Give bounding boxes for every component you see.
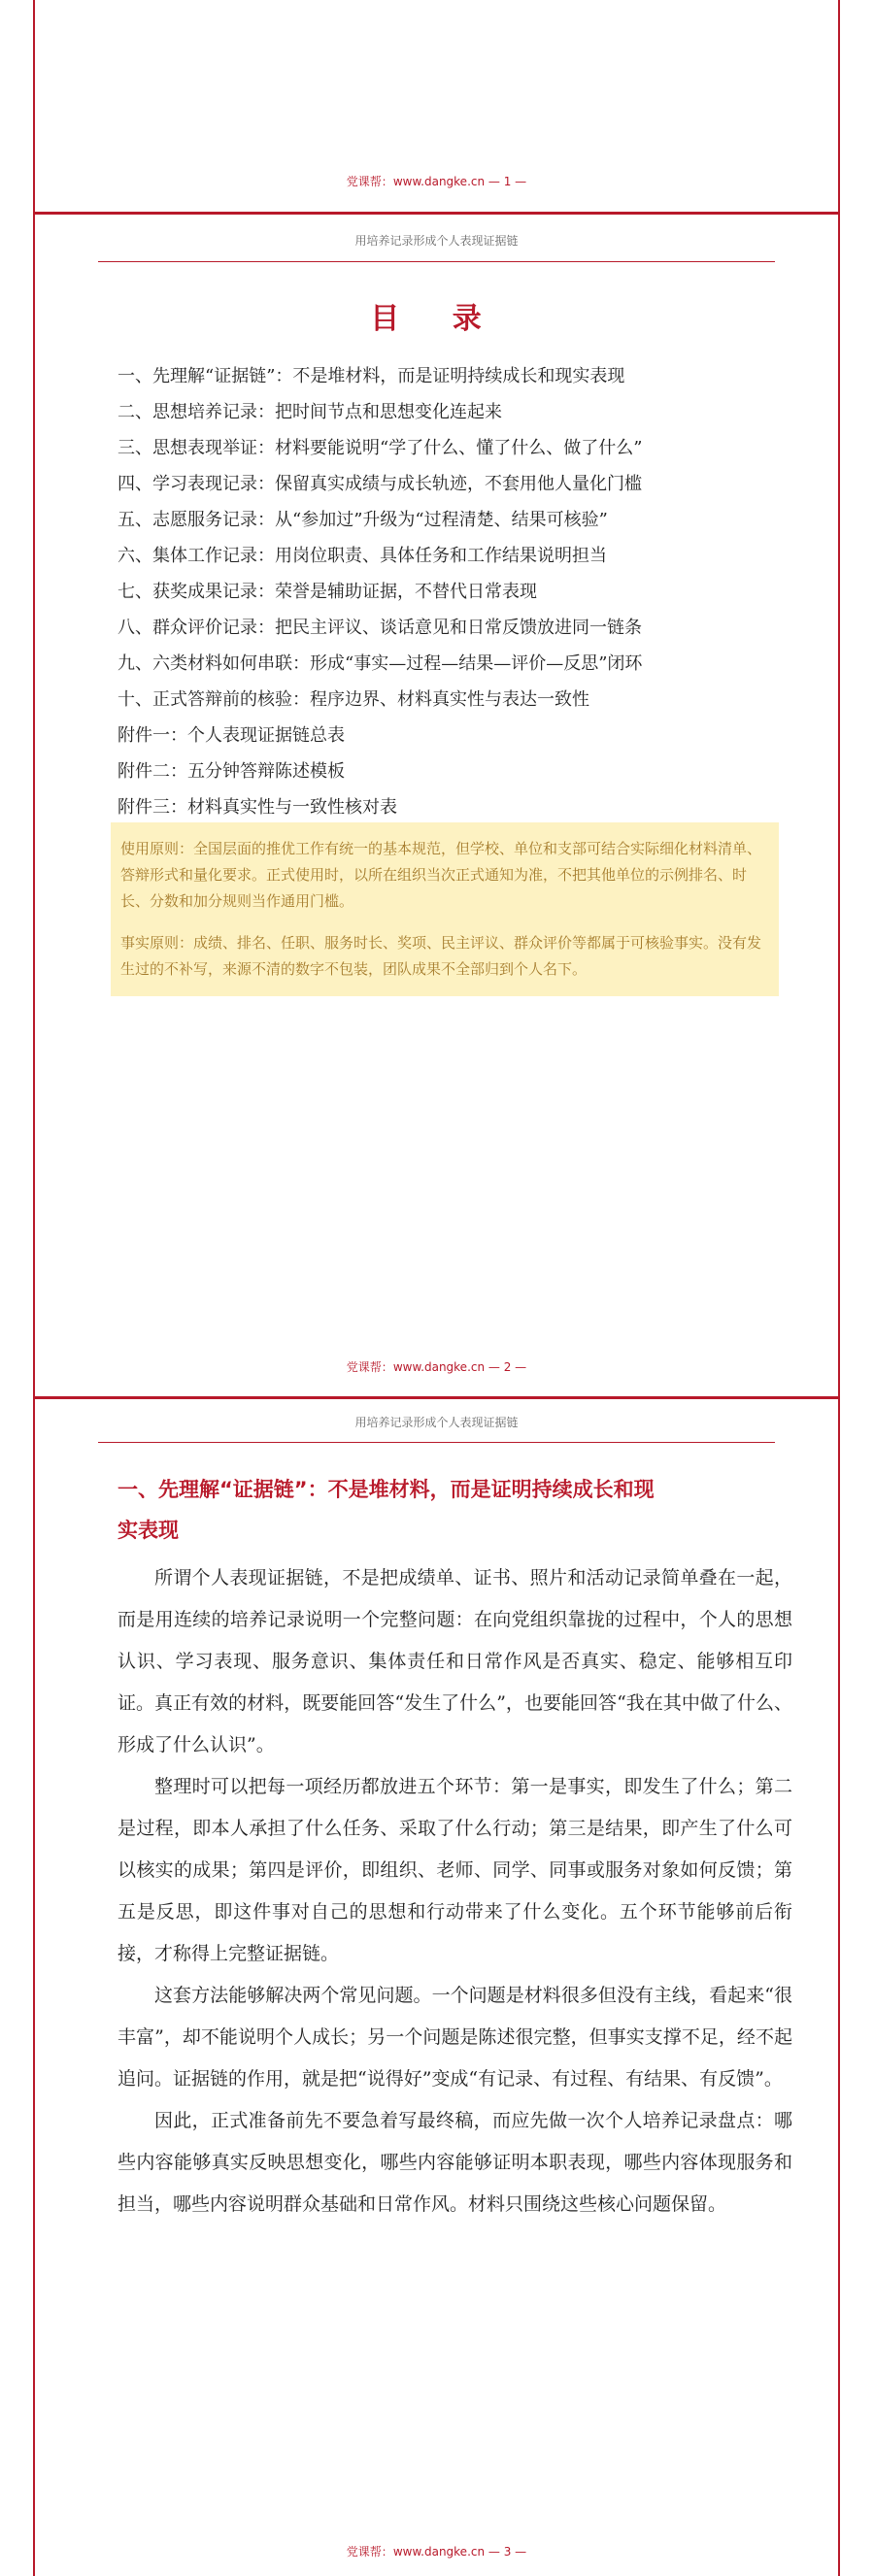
footer-url[interactable]: www.dangke.cn — [392, 1360, 486, 1374]
toc-item[interactable]: 附件一：个人表现证据链总表 — [118, 725, 345, 746]
footer-page-number: — 1 — — [487, 175, 527, 188]
principles-note-box — [111, 822, 779, 996]
body-paragraph: 所谓个人表现证据链，不是把成绩单、证书、照片和活动记录简单叠在一起，而是用连续的培养记录说明一个完整问题：在向党组织靠拢的过程中，个人的思想认识、学习表现、服务意识、集体责任和日常作风是否真实、稳定、能够相互印证。真正有效的材料，既要能回答“发生了什么”，也要能回答“我在其中做了什么、形成了什么认识”。 — [118, 1567, 792, 1756]
toc-item[interactable]: 六、集体工作记录：用岗位职责、具体任务和工作结果说明担当 — [118, 546, 607, 566]
toc-item[interactable]: 附件三：材料真实性与一致性核对表 — [118, 797, 397, 818]
fact-principle-note: 事实原则：成绩、排名、任职、服务时长、奖项、民主评议、群众评价等都属于可核验事实。没有发生过的不补写，来源不清的数字不包装，团队成果不全部归到个人名下。 — [120, 934, 762, 978]
toc-item[interactable]: 九、六类材料如何串联：形成“事实—过程—结果—评价—反思”闭环 — [118, 653, 643, 674]
footer-site-label: 党课帮： — [346, 2545, 393, 2559]
toc-item[interactable]: 附件二：五分钟答辩陈述模板 — [118, 761, 345, 782]
body-paragraph: 因此，正式准备前先不要急着写最终稿，而应先做一次个人培养记录盘点：哪些内容能够真实反映思想变化，哪些内容能够证明本职表现，哪些内容体现服务和担当，哪些内容说明群众基础和日常作风。材料只围绕这些核心问题保留。 — [118, 2110, 792, 2215]
toc-title: 目 录 — [370, 302, 503, 336]
toc-item[interactable]: 五、志愿服务记录：从“参加过”升级为“过程清楚、结果可核验” — [118, 510, 608, 530]
footer-site-label: 党课帮： — [346, 1360, 393, 1374]
page-2 — [33, 215, 840, 1396]
page-1 — [33, 0, 840, 212]
toc-list — [118, 358, 788, 825]
header-rule — [98, 1442, 775, 1443]
page-footer — [35, 2543, 838, 2559]
section-1-title — [118, 1469, 792, 1551]
page-footer — [35, 1358, 838, 1375]
header-rule — [98, 261, 775, 262]
toc-item[interactable]: 三、思想表现举证：材料要能说明“学了什么、懂了什么、做了什么” — [118, 438, 643, 458]
page-footer — [35, 173, 838, 189]
section-1-title-line: 一、先理解“证据链”：不是堆材料，而是证明持续成长和现 — [118, 1478, 655, 1501]
section-1-body — [118, 1557, 792, 2225]
running-header: 用培养记录形成个人表现证据链 — [354, 234, 519, 248]
toc-item[interactable]: 一、先理解“证据链”：不是堆材料，而是证明持续成长和现实表现 — [118, 366, 625, 386]
usage-principle-note: 使用原则：全国层面的推优工作有统一的基本规范，但学校、单位和支部可结合实际细化材料清单、答辩形式和量化要求。正式使用时，以所在组织当次正式通知为准，不把其他单位的示例排名、时长、分数和加分规则当作通用门槛。 — [120, 840, 762, 910]
section-1-title-line: 实表现 — [118, 1519, 179, 1542]
footer-url[interactable]: www.dangke.cn — [392, 175, 486, 188]
toc-item[interactable]: 十、正式答辩前的核验：程序边界、材料真实性与表达一致性 — [118, 689, 589, 710]
toc-item[interactable]: 二、思想培养记录：把时间节点和思想变化连起来 — [118, 402, 502, 422]
toc-item[interactable]: 四、学习表现记录：保留真实成绩与成长轨迹，不套用他人量化门槛 — [118, 474, 642, 494]
body-paragraph: 这套方法能够解决两个常见问题。一个问题是材料很多但没有主线，看起来“很丰富”，却不能说明个人成长；另一个问题是陈述很完整，但事实支撑不足，经不起追问。证据链的作用，就是把“说得好”变成“有记录、有过程、有结果、有反馈”。 — [118, 1985, 792, 2090]
footer-url[interactable]: www.dangke.cn — [392, 2545, 486, 2559]
toc-item[interactable]: 八、群众评价记录：把民主评议、谈话意见和日常反馈放进同一链条 — [118, 618, 642, 638]
footer-page-number: — 3 — — [487, 2545, 527, 2559]
footer-site-label: 党课帮： — [346, 175, 393, 188]
toc-item[interactable]: 七、获奖成果记录：荣誉是辅助证据，不替代日常表现 — [118, 582, 537, 602]
running-header: 用培养记录形成个人表现证据链 — [354, 1416, 519, 1429]
footer-page-number: — 2 — — [487, 1360, 527, 1374]
page-3 — [33, 1399, 840, 2576]
body-paragraph: 整理时可以把每一项经历都放进五个环节：第一是事实，即发生了什么；第二是过程，即本人承担了什么任务、采取了什么行动；第三是结果，即产生了什么可以核实的成果；第四是评价，即组织、老师、同学、同事或服务对象如何反馈；第五是反思，即这件事对自己的思想和行动带来了什么变化。五个环节能够前后衔接，才称得上完整证据链。 — [118, 1776, 792, 1964]
